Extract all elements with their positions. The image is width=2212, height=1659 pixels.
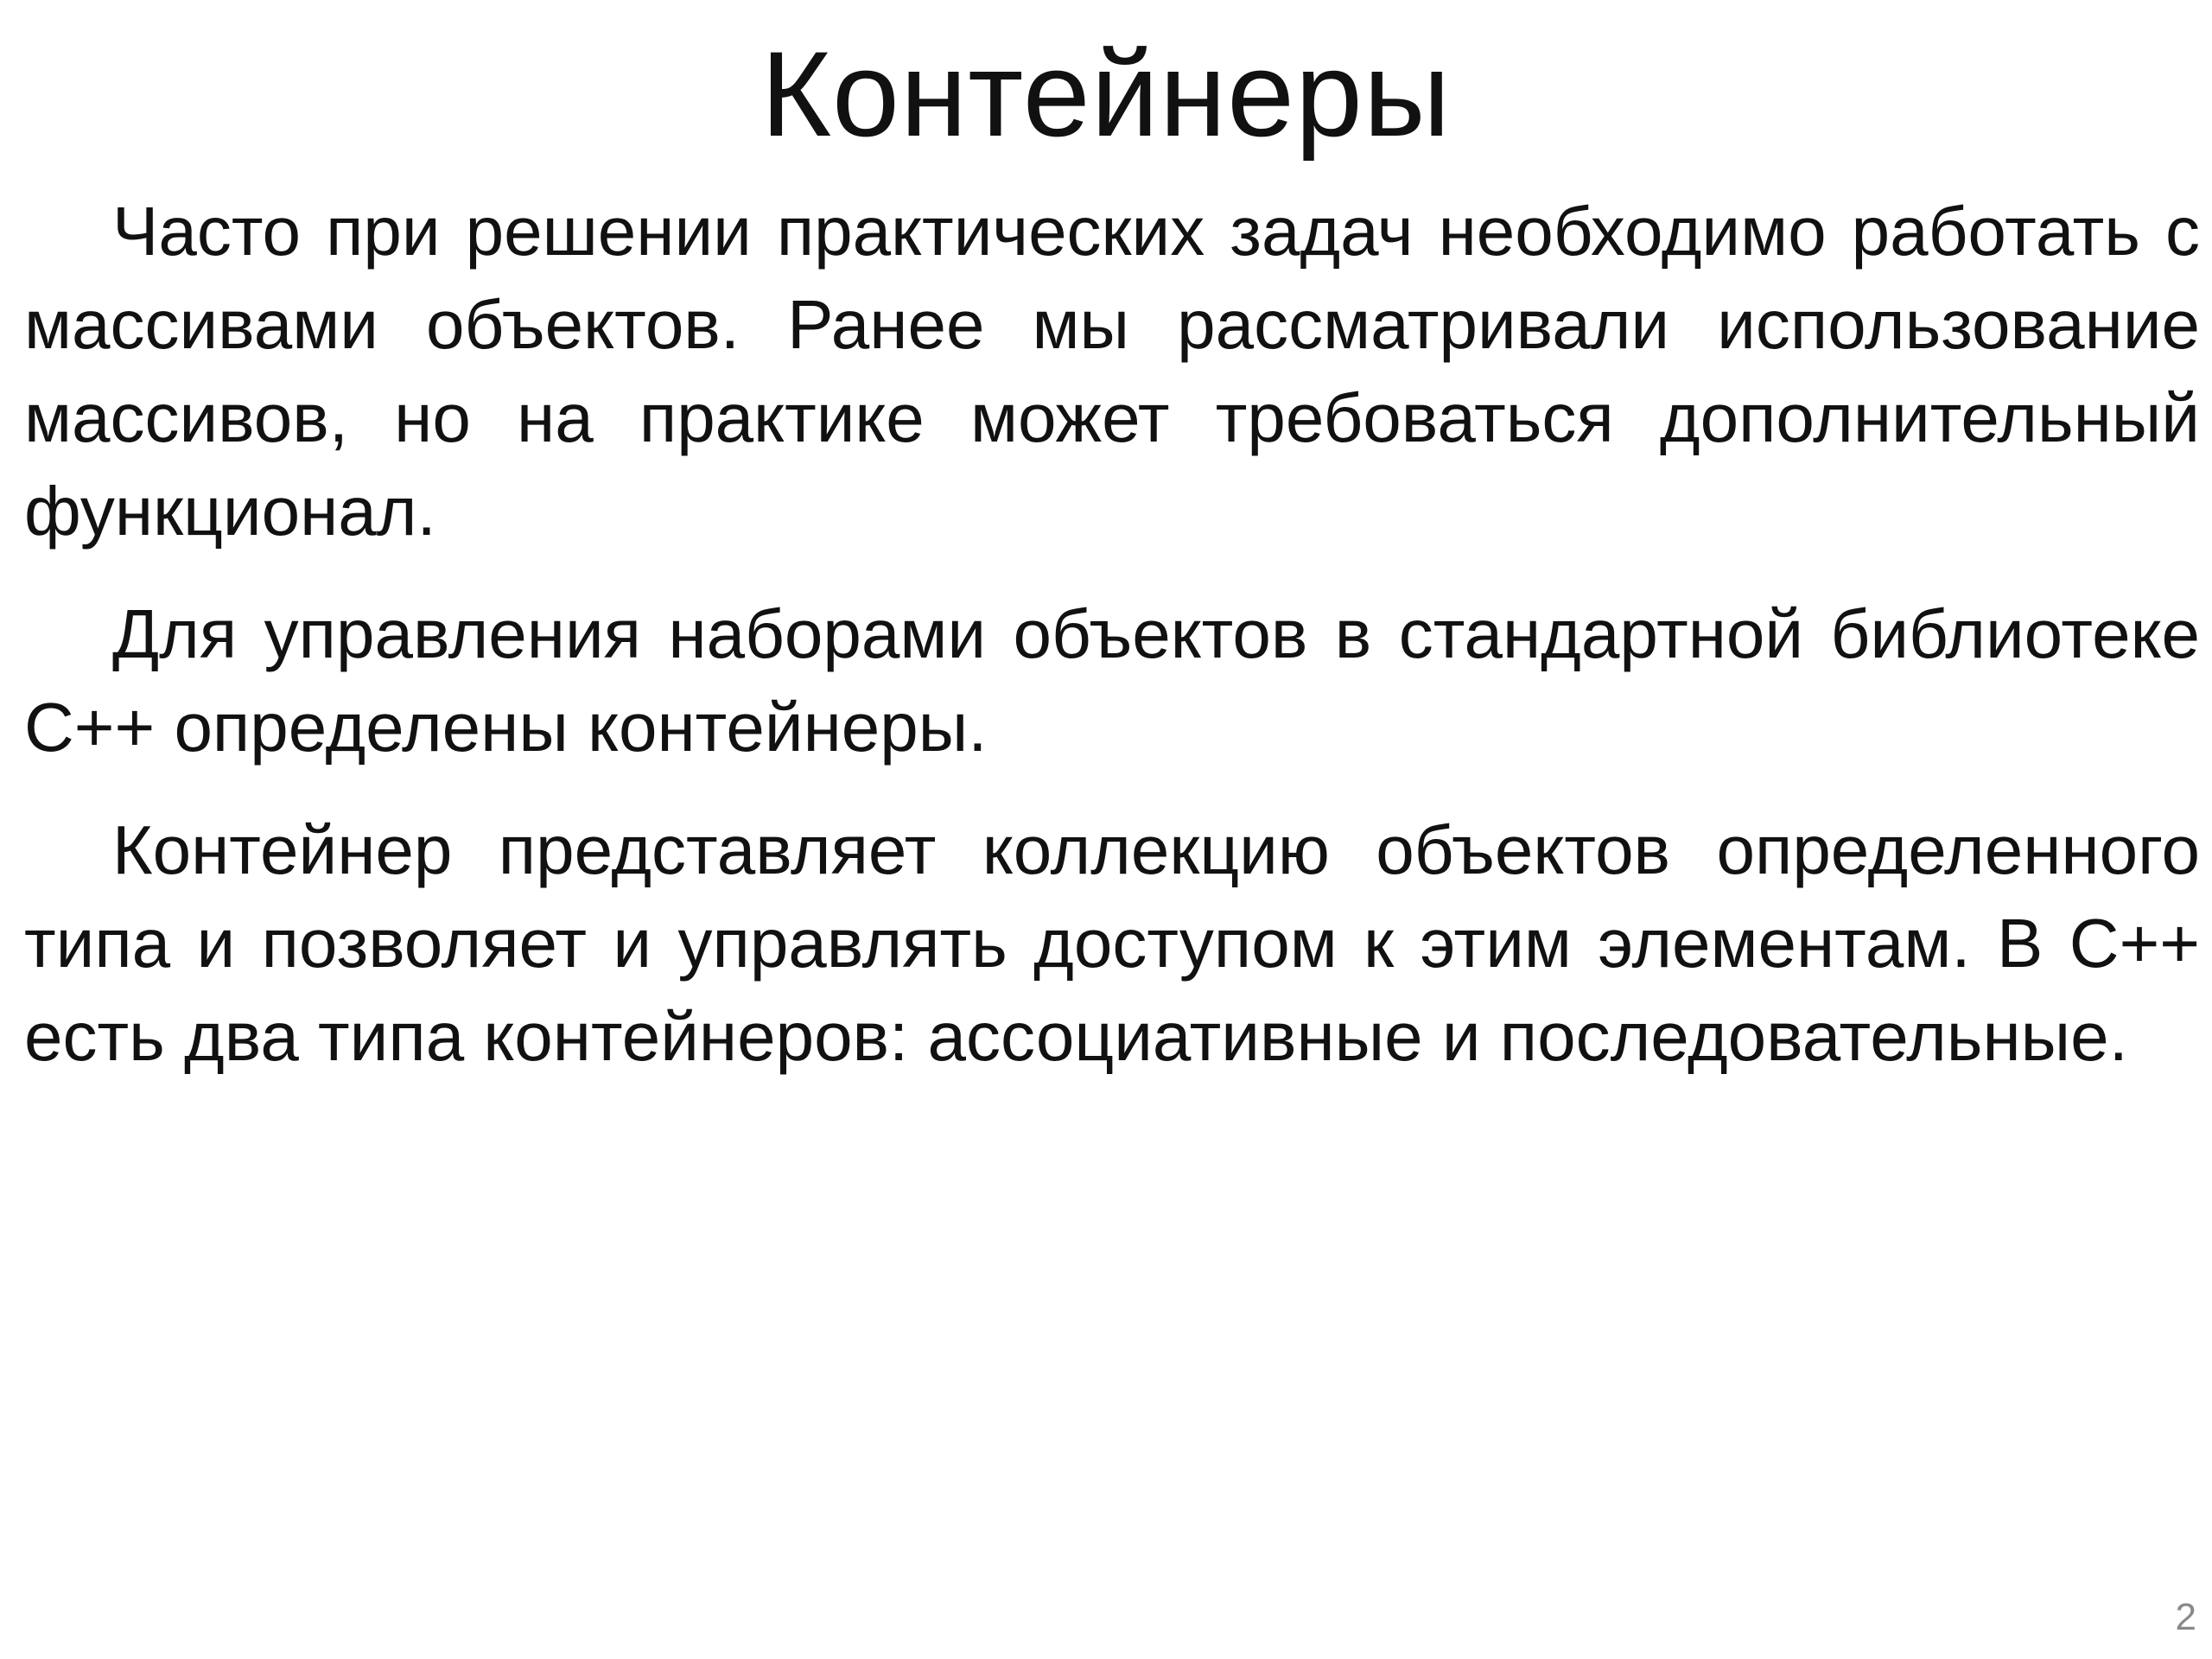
slide-title: Контейнеры <box>760 26 1452 162</box>
paragraph-2: Для управления наборами объектов в стандартной библиотеке C++ определены контейнеры. <box>24 595 2200 766</box>
paragraph-3: Контейнер представляет коллекцию объектов определенного типа и позволяет и управлять доступом к этим элементам. В C++ есть два типа контейнеров: ассоциативные и последовательные. <box>24 811 2200 1075</box>
slide-body <box>24 185 2200 1113</box>
page-number: 2 <box>2175 1596 2196 1638</box>
paragraph-1: Часто при решении практических задач необходимо работать с массивами объектов. Ранее мы рассматривали использование массивов, но на практике может требоваться дополнительный функционал. <box>24 193 2200 550</box>
